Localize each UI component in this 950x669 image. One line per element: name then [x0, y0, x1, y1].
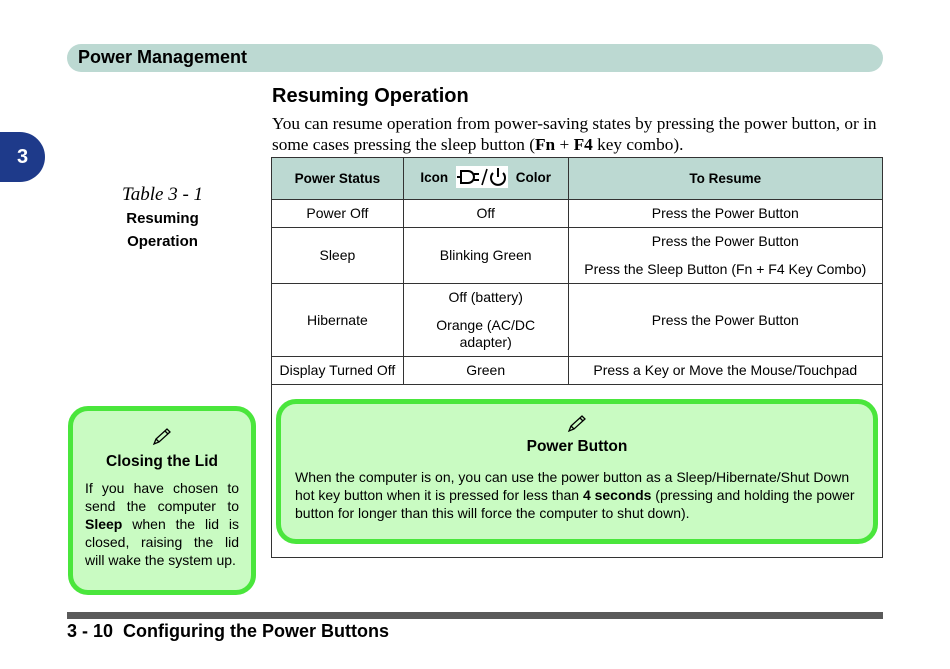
note-lid-text-a: If you have chosen to send the computer to: [85, 480, 239, 514]
note-lid-title: Closing the Lid: [106, 453, 218, 470]
table-row: [272, 357, 883, 385]
intro-text-b: key combo).: [592, 135, 684, 154]
chapter-tab: 3: [0, 132, 45, 182]
cell-status: Power Off: [272, 200, 404, 228]
note-power-text-a: When the computer is on, you can use the power button as a Sleep/Hibernate/Shut Down hot key button when it is pressed for less than: [295, 469, 850, 503]
intro-text-a: You can resume operation from power-saving states by pressing the power button, or in some cases pressing the sleep button (: [272, 114, 877, 154]
table-row: [272, 228, 883, 284]
intro-paragraph: [272, 113, 887, 155]
cell-color: [403, 200, 568, 228]
cell-color-line: Green: [466, 362, 506, 378]
page-header-title: Power Management: [78, 47, 248, 67]
intro-plus: +: [555, 135, 574, 154]
header-icon-color: [403, 158, 568, 200]
resume-table: [271, 157, 883, 385]
header-to-resume: To Resume: [568, 158, 882, 200]
table-caption-number: Table 3 - 1: [121, 184, 204, 205]
table-caption-name-2: Operation: [127, 233, 198, 250]
note-power-bold: 4 seconds: [582, 487, 652, 503]
cell-resume-line: Press the Sleep Button (Fn + F4 Key Combo): [584, 261, 867, 277]
footer-page-label: 3 - 10 Configuring the Power Buttons: [67, 621, 390, 641]
cell-resume: [568, 357, 882, 385]
note-lid-text-b: when the lid is closed, raising the lid will wake the system up.: [85, 516, 239, 568]
cell-resume-line: Press the Power Button: [651, 311, 799, 328]
section-heading: Resuming Operation: [272, 85, 469, 107]
intro-f4-key: F4: [573, 135, 593, 154]
note-power-body: [295, 468, 859, 522]
pencil-icon: [151, 427, 173, 447]
cell-status: Sleep: [272, 228, 404, 284]
cell-color: [403, 357, 568, 385]
cell-resume-line: Press a Key or Move the Mouse/Touchpad: [593, 362, 858, 378]
cell-color-line: Off (battery): [448, 289, 523, 305]
note-power-button: [276, 399, 878, 544]
header-icon-label: Icon: [420, 170, 449, 186]
intro-fn-key: Fn: [535, 135, 556, 154]
table-caption-name-1: Resuming: [126, 210, 199, 227]
cell-status: Display Turned Off: [272, 357, 404, 385]
footer-rule: [67, 612, 883, 619]
cell-resume-line: Press the Power Button: [651, 205, 799, 221]
cell-color: [403, 284, 568, 357]
cell-status: Hibernate: [272, 284, 404, 357]
cell-resume: [568, 284, 882, 357]
header-color-label: Color: [515, 170, 551, 186]
cell-color-line: Off: [476, 205, 495, 221]
cell-resume-line: Press the Power Button: [651, 233, 799, 249]
table-header-row: [272, 158, 883, 200]
table-caption: [90, 183, 235, 253]
cell-color: [403, 228, 568, 284]
cell-color-line: Orange (AC/DC adapter): [436, 317, 536, 350]
table-row: [272, 284, 883, 357]
table-row: [272, 200, 883, 228]
note-closing-lid: [68, 406, 256, 595]
cell-resume: [568, 228, 882, 284]
pencil-icon: [566, 414, 588, 434]
note-power-title: Power Button: [526, 438, 628, 455]
header-power-status: Power Status: [272, 158, 404, 200]
plug-power-icon: [456, 166, 508, 191]
note-power-text-b: (pressing and holding the power button for longer than this will force the computer to shut down).: [295, 487, 855, 521]
note-lid-body: [85, 479, 239, 569]
cell-resume: [568, 200, 882, 228]
cell-color-line: Blinking Green: [439, 247, 532, 263]
note-lid-bold: Sleep: [85, 516, 123, 532]
